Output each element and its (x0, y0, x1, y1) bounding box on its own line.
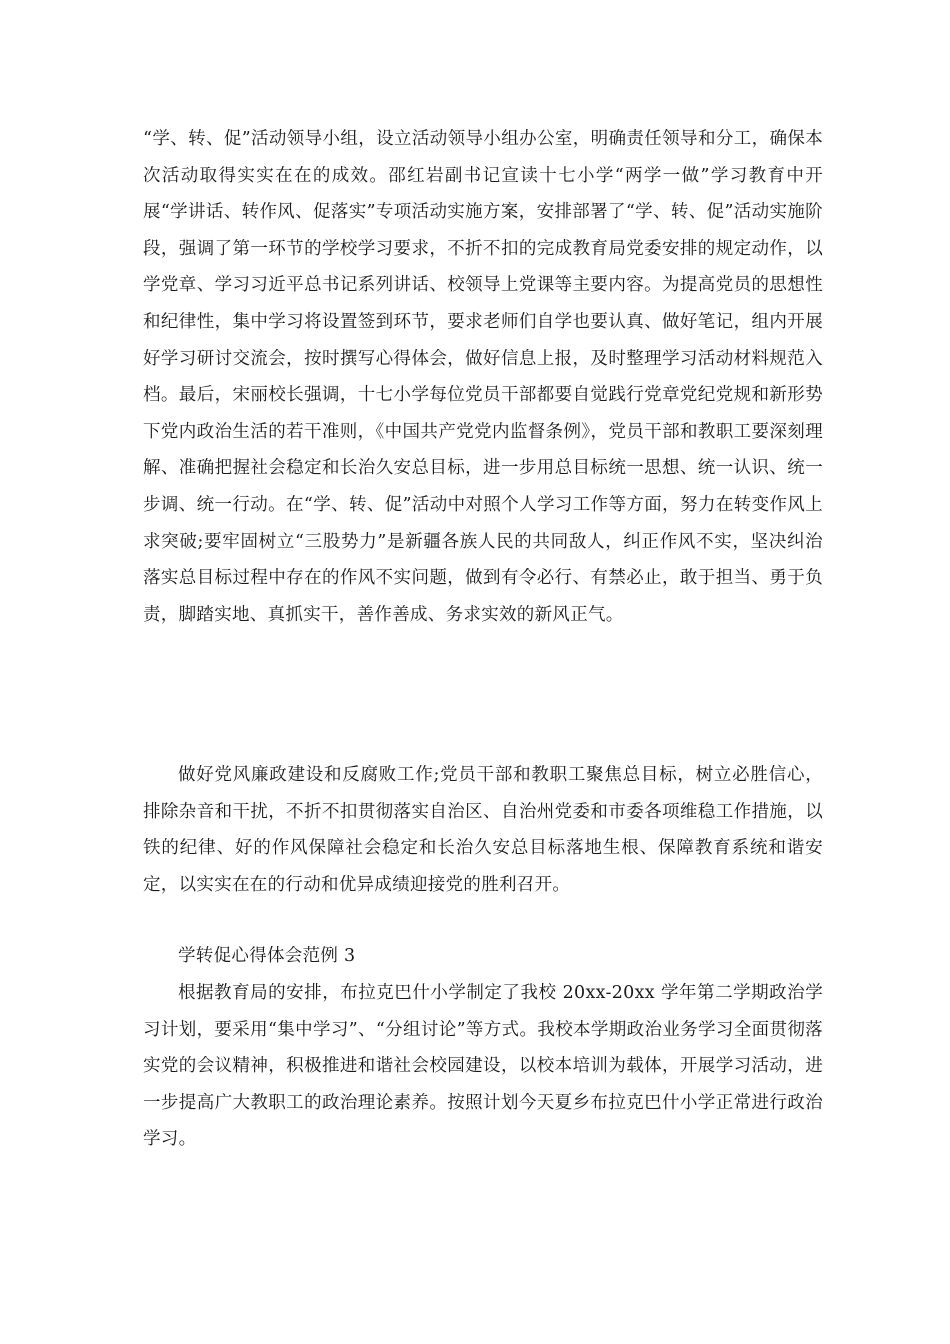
body-paragraph-2: 做好党风廉政建设和反腐败工作;党员干部和教职工聚焦总目标，树立必胜信心，排除杂音和干扰，不折不扣贯彻落实自治区、自治州党委和市委各项维稳工作措施，以铁的纪律、好的作风保障社会稳定和长治久安总目标落地生根、保障教育系统和谐安定，以实实在在的行动和优异成绩迎接党的胜利召开。 (143, 765, 823, 895)
body-paragraph-3: 根据教育局的安排，布拉克巴什小学制定了我校 20xx-20xx 学年第二学期政治学习计划，要采用“集中学习”、“分组讨论”等方式。我校本学期政治业务学习全面贯彻落实党的会议精神，积极推进和谐社会校园建设，以校本培训为载体，开展学习活动，进一步提高广大教职工的政治理论素养。按照计划今天夏乡布拉克巴什小学正常进行政治学习。 (143, 983, 823, 1150)
section-heading-3: 学转促心得体会范例 3 (178, 946, 356, 966)
body-paragraph-1: “学、转、促”活动领导小组，设立活动领导小组办公室，明确责任领导和分工，确保本次活动取得实实在在的成效。邵红岩副书记宣读十七小学“两学一做”学习教育中开展“学讲话、转作风、促落实”专项活动实施方案，安排部署了“学、转、促”活动实施阶段，强调了第一环节的学校学习要求，不折不扣的完成教育局党委安排的规定动作，以学党章、学习习近平总书记系列讲话、校领导上党课等主要内容。为提高党员的思想性和纪律性，集中学习将设置签到环节，要求老师们自学也要认真、做好笔记，组内开展好学习研讨交流会，按时撰写心得体会，做好信息上报，及时整理学习活动材料规范入档。最后，宋丽校长强调，十七小学每位党员干部都要自觉践行党章党纪党规和新形势下党内政治生活的若干准则，《中国共产党党内监督条例》，党员干部和教职工要深刻理解、准确把握社会稳定和长治久安总目标，进一步用总目标统一思想、统一认识、统一步调、统一行动。在“学、转、促”活动中对照个人学习工作等方面，努力在转变作风上求突破;要牢固树立“三股势力”是新疆各族人民的共同敌人，纠正作风不实，坚决纠治落实总目标过程中存在的作风不实问题，做到有令必行、有禁必止，敢于担当、勇于负责，脚踏实地、真抓实干，善作善成、务求实效的新风正气。 (143, 129, 823, 625)
